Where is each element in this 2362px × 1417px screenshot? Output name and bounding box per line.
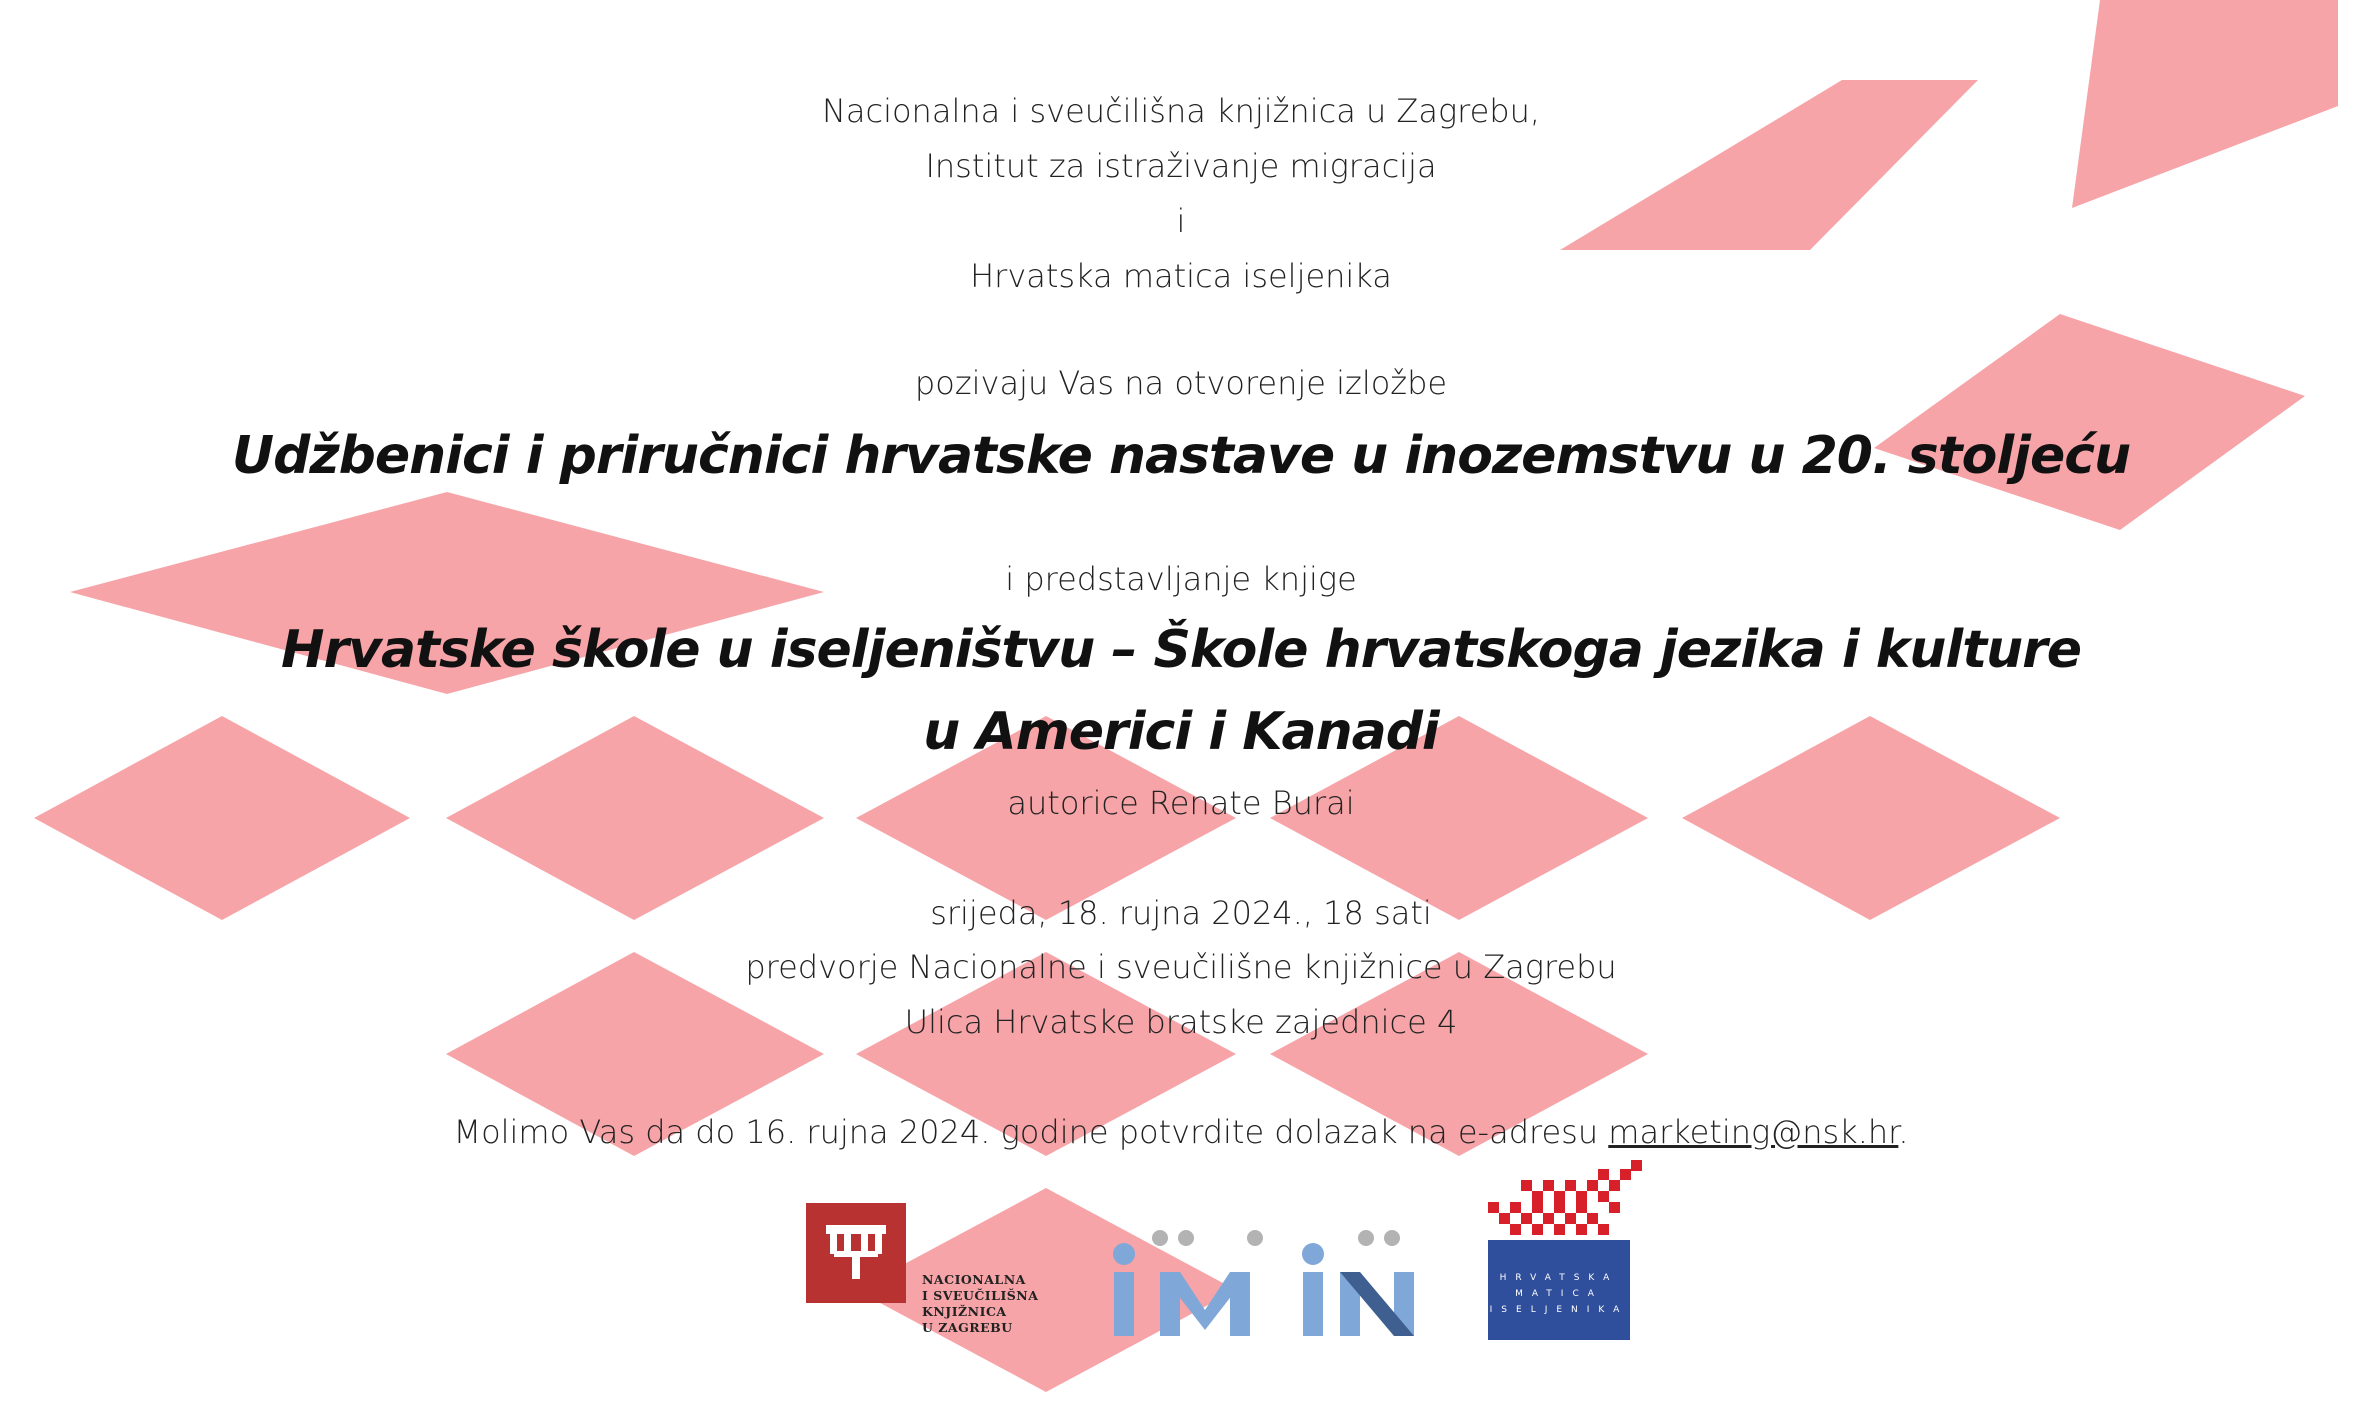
nsk-logo-line: KNJIŽNICA	[922, 1304, 1007, 1319]
nsk-logo	[806, 1203, 906, 1303]
invite-intro: pozivaju Vas na otvorenje izložbe	[914, 364, 1448, 402]
hmi-logo-line: HRVATSKA	[1499, 1273, 1619, 1283]
organizer-conjunction: i	[1176, 202, 1186, 240]
email-link[interactable]: marketing@nsk.hr	[1608, 1113, 1899, 1151]
rsvp-line	[0, 1113, 2362, 1151]
organizer-hmi: Hrvatska matica iseljenika	[970, 257, 1392, 295]
hmi-logo-line: MATICA	[1515, 1289, 1603, 1299]
organizer-imin: Institut za istraživanje migracija	[925, 147, 1437, 185]
book-title-line2: u Americi i Kanadi	[923, 702, 1439, 762]
book-title-line1: Hrvatske škole u iseljeništvu – Škole hrvatskoga jezika i kulture	[280, 620, 2082, 680]
event-venue: predvorje Nacionalne i sveučilišne knjižnice u Zagrebu	[745, 948, 1617, 986]
bg-parallelogram	[1874, 314, 2305, 530]
event-datetime: srijeda, 18. rujna 2024., 18 sati	[930, 894, 1432, 932]
nsk-logo-text	[922, 1272, 1038, 1336]
rsvp-end: .	[1898, 1113, 1909, 1151]
nsk-logo-line: NACIONALNA	[922, 1272, 1026, 1287]
rsvp-text: Molimo Vas da do 16. rujna 2024. godine potvrdite dolazak na e-adresu	[453, 1113, 1609, 1151]
exhibition-title: Udžbenici i priručnici hrvatske nastave u inozemstvu u 20. stoljeću	[231, 426, 2131, 486]
hmi-logo-text	[1488, 1270, 1630, 1318]
event-address: Ulica Hrvatske bratske zajednice 4	[904, 1003, 1458, 1041]
book-intro: i predstavljanje knjige	[1005, 560, 1357, 598]
book-author: autorice Renate Burai	[1007, 784, 1355, 822]
hmi-logo-line: ISELJENIKA	[1489, 1305, 1629, 1315]
imin-logo	[1112, 1230, 1424, 1338]
nsk-logo-line: I SVEUČILIŠNA	[922, 1288, 1039, 1303]
organizer-nsk: Nacionalna i sveučilišna knjižnica u Zagrebu,	[821, 92, 1541, 130]
nsk-logo-line: U ZAGREBU	[922, 1320, 1013, 1335]
